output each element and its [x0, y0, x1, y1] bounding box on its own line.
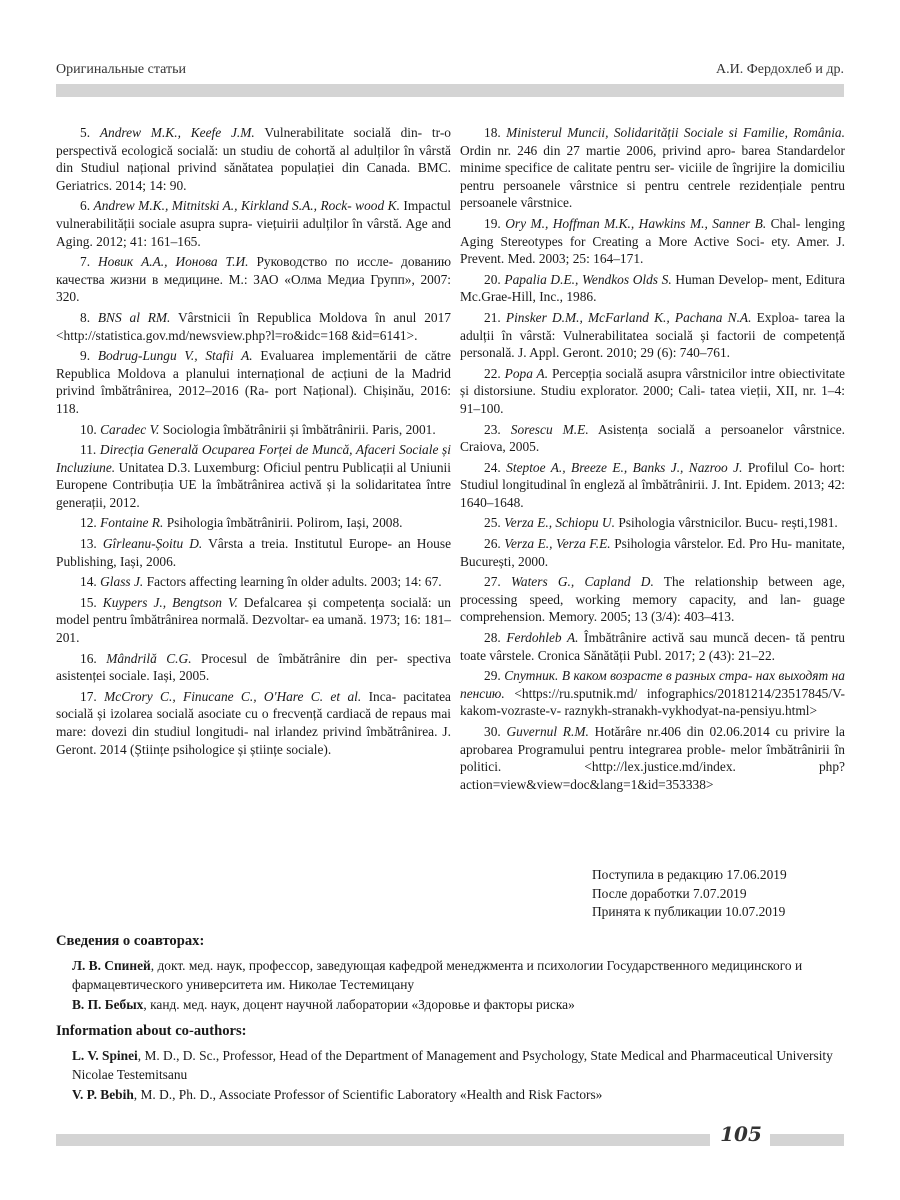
- reference-item: [460, 271, 845, 306]
- coauthor-ru-1-name: Л. В. Спиней: [72, 957, 151, 973]
- reference-item: [460, 215, 845, 268]
- coauthor-en-1: [72, 1046, 846, 1085]
- coauthors-ru-section: [56, 932, 846, 1014]
- reference-number: 16.: [80, 650, 97, 666]
- page-number: 105: [720, 1122, 762, 1146]
- reference-text: The relationship between age, processing speed, working memory capacity, and lan- guage comprehension. Memory. 2005; 13 (3/4): 403–413.: [460, 574, 846, 625]
- reference-text: Chal- lenging Aging Stereotypes for Creating a More Active Soci- ety. Amer. J. Prevent. Med. 2003; 25: 164–171.: [460, 215, 845, 267]
- reference-text: Inca- pacitatea socială și izolarea socială asociate cu o frecvență cardiacă de repaus mai mare: dovezi din studiul longitudi- nal irlandez privind îmbătrânirea. J. Geront. 2014 (Științe psihologice și științe sociale).: [56, 688, 451, 757]
- reference-authors: Guvernul R.M.: [506, 724, 589, 739]
- reference-text: Procesul de îmbătrânire din per- spectiva asistenței sociale. Iași, 2005.: [56, 650, 451, 684]
- coauthor-ru-1-info: , докт. мед. наук, профессор, заведующая кафедрой менеджмента и психологии Государственного медицинского и фармацевтического университета им. Николае Тестемицану: [72, 957, 803, 992]
- coauthor-ru-1: [72, 956, 846, 995]
- reference-number: 18.: [484, 125, 501, 140]
- reference-text: <https://ru.sputnik.md/ infographics/20181214/23517845/V-kakom-vozraste-v- raznykh-stranakh-vykhodyat-na-pensiyu.html>: [460, 685, 845, 719]
- reference-text: Psihologia vârstelor. Ed. Pro Hu- manitate, București, 2000.: [460, 536, 845, 569]
- reference-authors: Спутник. В каком возрасте в разных стра- нах выходят на пенсию.: [460, 668, 845, 701]
- reference-item: [460, 629, 845, 664]
- header-bar: [56, 84, 844, 97]
- reference-authors: Verza E., Verza F.E.: [504, 536, 611, 552]
- references-left-column: [56, 124, 451, 761]
- reference-authors: Andrew M.K., Keefe J.M.: [99, 125, 255, 140]
- reference-item: [460, 667, 845, 720]
- coauthors-en-section: [56, 1022, 846, 1104]
- coauthor-en-1-info: , M. D., D. Sc., Professor, Head of the Department of Management and Psychology, State Medical and Pharmaceutical University Nicolae Testemitsanu: [72, 1047, 833, 1082]
- reference-number: 27.: [484, 574, 501, 590]
- reference-authors: Steptoe A., Breeze E., Banks J., Nazroo J.: [506, 459, 743, 475]
- reference-authors: Papalia D.E., Wendkos Olds S.: [504, 271, 672, 287]
- reference-item: [460, 124, 845, 212]
- reference-number: 9.: [80, 348, 91, 364]
- coauthor-en-2-name: V. P. Bebih: [72, 1086, 134, 1102]
- reference-authors: Новик А.А., Ионова Т.И.: [98, 254, 249, 270]
- reference-item: [460, 535, 845, 570]
- reference-text: Asistența socială a persoanelor vârstnice. Craiova, 2005.: [460, 421, 845, 455]
- reference-number: 29.: [484, 668, 501, 684]
- coauthors-ru-heading: Сведения о соавторах:: [56, 933, 205, 949]
- reference-text: Defalcarea și competența socială: un model pentru îmbătrânirea normală. Dezvoltar- ea umană. 1973; 16: 181–201.: [56, 594, 451, 646]
- reference-text: Impactul vulnerabilității sociale asupra supra- viețuirii adulților în vârstă. Age and Aging. 2012; 41: 161–165.: [56, 198, 451, 249]
- reference-authors: Direcția Generală Ocuparea Forței de Muncă, Afaceri Sociale și Incluziune.: [56, 442, 451, 475]
- reference-authors: Popa A.: [504, 365, 549, 381]
- reference-item: [56, 347, 451, 417]
- coauthors-en-heading: Information about co-authors:: [56, 1023, 247, 1039]
- reference-authors: Ory M., Hoffman M.K., Hawkins M., Sanner B.: [505, 215, 767, 231]
- reference-item: [460, 514, 845, 532]
- reference-number: 17.: [80, 688, 97, 704]
- reference-text: Vulnerabilitate socială din- tr-o perspectivă ecologică socială: un studiu de cohortă al adulților în vârstă din Studiul național privind sănătatea populației din Canada. BMC. Geriatrics. 2014; 14: 90.: [56, 125, 451, 193]
- reference-authors: Gîrleanu-Șoitu D.: [102, 536, 203, 552]
- reference-text: Руководство по иссле- дованию качества жизни в медицине. М.: ЗАО «Олма Медиа Групп», 2007: 320.: [56, 254, 451, 305]
- reference-number: 26.: [484, 536, 501, 552]
- reference-authors: McCrory C., Finucane C., O'Hare C. et al.: [104, 688, 362, 704]
- reference-number: 12.: [80, 515, 97, 531]
- reference-number: 14.: [80, 574, 97, 590]
- reference-authors: Waters G., Capland D.: [510, 574, 654, 590]
- coauthor-en-2-info: , M. D., Ph. D., Associate Professor of Scientific Laboratory «Health and Risk Factors»: [133, 1086, 603, 1102]
- received-date: Поступила в редакцию 17.06.2019: [592, 867, 787, 882]
- reference-authors: Pinsker D.M., McFarland K., Pachana N.A.: [505, 309, 752, 325]
- reference-number: 24.: [484, 459, 501, 475]
- reference-authors: Fontaine R.: [100, 515, 164, 531]
- reference-authors: Glass J.: [100, 574, 144, 590]
- reference-item: [460, 459, 845, 512]
- reference-number: 11.: [80, 442, 97, 458]
- reference-text: Îmbătrânire activă sau muncă decen- tă pentru toate vârstele. Cronica Sănătății Publ. 2017; 2 (43): 21–22.: [460, 630, 845, 663]
- reference-item: [460, 573, 845, 626]
- reference-number: 30.: [484, 724, 501, 739]
- reference-item: [460, 309, 845, 362]
- reference-text: Ordin nr. 246 din 27 martie 2006, privind apro- barea Standardelor minime specifice de calitate pentru ser- viciile de îngrijire la domiciliu pentru persoanele vârstnice si pentru centrele rezidențiale pentru persoanele vârstnice.: [460, 142, 845, 211]
- reference-item: [56, 421, 451, 439]
- reference-item: [56, 514, 451, 532]
- reference-item: [56, 309, 451, 344]
- reference-authors: BNS al RM.: [97, 309, 171, 325]
- coauthor-ru-2-info: , канд. мед. наук, доцент научной лаборатории «Здоровье и факторы риска»: [143, 996, 575, 1012]
- reference-item: [56, 573, 451, 591]
- reference-item: [56, 650, 451, 685]
- received-dates: [592, 866, 787, 922]
- reference-text: Psihologia îmbătrânirii. Polirom, Iași, 2008.: [166, 515, 403, 531]
- revised-date: После доработки 7.07.2019: [592, 885, 747, 901]
- reference-number: 6.: [80, 198, 91, 214]
- footer-bar-end: [770, 1134, 844, 1146]
- reference-number: 8.: [80, 309, 91, 325]
- reference-number: 25.: [484, 515, 501, 531]
- reference-text: Exploa- tarea la adulții în vârstă: Vulnerabilitatea socială și factorii de competență personală. J. Appl. Geront. 2010; 29 (6): 740–761.: [460, 309, 845, 361]
- reference-text: Sociologia îmbătrânirii și îmbătrânirii. Paris, 2001.: [162, 421, 436, 437]
- reference-number: 10.: [80, 421, 97, 437]
- reference-text: Evaluarea implementării de către Republica Moldova a planului internațional de acțiuni de la Madrid privind îmbătrânirea, 2012–2016 (Ra- port Național). Chișinău, 2016: 118.: [56, 348, 451, 416]
- reference-authors: Kuypers J., Bengtson V.: [102, 594, 238, 610]
- reference-text: Percepția socială asupra vârstnicilor intre obiectivitate și distorsiune. Studiu explorator. 2000; Cali- tatea vieții, XII, nr. 1–4: 91–100.: [460, 365, 845, 416]
- reference-authors: Caradec V.: [100, 421, 160, 437]
- reference-item: [56, 197, 451, 250]
- reference-text: Vârstnicii în Republica Moldova în anul 2017 <http://statistica.gov.md/newsview.php?l=ro&idc=168 &id=6141>.: [56, 309, 451, 343]
- reference-text: Unitatea D.3. Luxemburg: Oficiul pentru Publicații al Uniunii Europene Contribuția UE la îmbătrânirea activă și la solidaritatea între generații, 2012.: [56, 459, 451, 510]
- reference-authors: Bodrug-Lungu V., Stafii A.: [97, 348, 253, 364]
- section-title: Оригинальные статьи: [56, 62, 186, 77]
- reference-number: 7.: [80, 254, 91, 270]
- reference-item: [56, 594, 451, 647]
- reference-item: [460, 365, 845, 418]
- reference-item: [460, 723, 845, 793]
- coauthor-ru-2: [72, 995, 846, 1015]
- authors-running-title: А.И. Фердохлеб и др.: [715, 62, 844, 77]
- reference-number: 28.: [484, 630, 501, 646]
- reference-number: 19.: [484, 215, 501, 231]
- coauthor-en-2: [72, 1085, 846, 1105]
- reference-authors: Ministerul Muncii, Solidarității Sociale si Familie, România.: [506, 125, 845, 140]
- coauthor-en-1-name: L. V. Spinei: [72, 1047, 138, 1063]
- reference-number: 20.: [484, 271, 501, 287]
- reference-item: [56, 535, 451, 570]
- reference-item: [56, 253, 451, 306]
- reference-number: 15.: [80, 594, 97, 610]
- reference-authors: Mândrilă C.G.: [106, 650, 192, 666]
- reference-text: Human Develop- ment, Editura Mc.Grae-Hill, Inc., 1986.: [460, 271, 845, 305]
- reference-text: Profilul Co- hort: Studiul longitudinal în engleză al îmbătrânirii. J. Int. Epidem. 2013; 42: 1640–1648.: [460, 459, 845, 510]
- reference-number: 23.: [484, 421, 501, 437]
- references-right-column: [460, 124, 845, 796]
- reference-text: Factors affecting learning în older adults. 2003; 14: 67.: [146, 574, 442, 590]
- reference-text: Vârsta a treia. Institutul Europe- an House Publishing, Iași, 2006.: [56, 536, 452, 569]
- reference-item: [460, 421, 845, 456]
- footer-bar: [56, 1134, 710, 1146]
- reference-item: [56, 441, 451, 511]
- reference-number: 13.: [80, 536, 97, 552]
- reference-authors: Sorescu M.E.: [510, 421, 589, 437]
- reference-text: Psihologia vârstnicilor. Bucu- rești,1981.: [618, 515, 838, 531]
- running-header: [56, 62, 844, 78]
- reference-authors: Andrew M.K., Mitnitski A., Kirkland S.A., Rock- wood K.: [93, 198, 400, 214]
- reference-item: [56, 688, 451, 758]
- reference-number: 21.: [484, 309, 501, 325]
- reference-number: 5.: [80, 125, 91, 140]
- reference-number: 22.: [484, 365, 501, 381]
- coauthor-ru-2-name: В. П. Бебых: [72, 996, 144, 1012]
- accepted-date: Принята к публикации 10.07.2019: [592, 904, 786, 920]
- reference-text: Hotărâre nr.406 din 02.06.2014 cu privire la aprobarea Programului pentru integrarea proble- melor îmbătrânirii în politici. <http://lex.justice.md/index. php?action=view&view=doc&lang=1&id=353338>: [460, 724, 845, 792]
- reference-item: [56, 124, 451, 194]
- reference-authors: Verza E., Schiopu U.: [504, 515, 615, 531]
- reference-authors: Ferdohleb A.: [506, 630, 579, 646]
